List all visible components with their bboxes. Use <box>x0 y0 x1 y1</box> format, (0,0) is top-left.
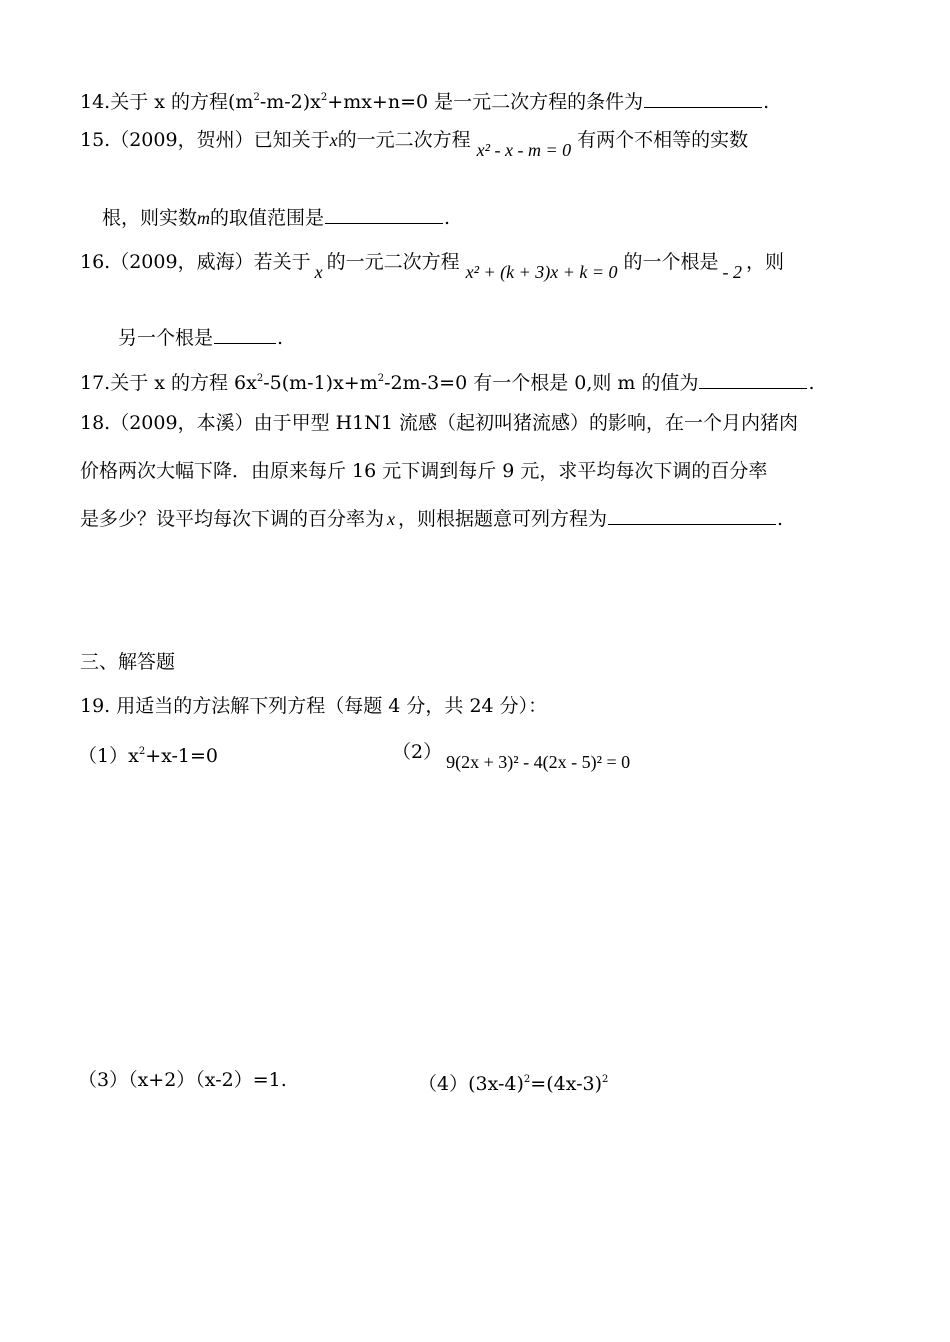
q15-var2: m <box>197 208 211 228</box>
q15-line2-prefix: 根，则实数 <box>102 207 198 229</box>
q18-line3-suffix: ，则根据题意可列方程为 <box>398 508 608 530</box>
q14-prefix: 14.关于 x 的方程(m <box>80 91 254 113</box>
q16-prefix: 16.（2009，威海）若关于 <box>80 251 311 273</box>
q17-suffix: -2m-3=0 有一个根是 0,则 m 的值为 <box>384 372 699 394</box>
q14-answer-blank[interactable] <box>644 89 762 108</box>
q17-end: . <box>808 372 815 394</box>
p2-equation: 9(2x + 3)² - 4(2x - 5)² = 0 <box>446 752 631 772</box>
q16-equation: x² + (k + 3)x + k = 0 <box>465 262 618 282</box>
q15-equation: x² - x - m = 0 <box>476 140 572 160</box>
question-15-line2 <box>102 205 450 230</box>
q14-suffix: +mx+n=0 是一元二次方程的条件为 <box>327 91 644 113</box>
p2-label: （2） <box>392 741 443 763</box>
q16-root: - 2 <box>722 262 743 282</box>
q15-mid: 的一元二次方程 <box>337 129 471 151</box>
problem-1 <box>78 740 218 768</box>
q14-mid: -m-2)x <box>259 91 321 113</box>
q15-answer-blank[interactable] <box>325 205 443 224</box>
superscript: 2 <box>523 1074 531 1085</box>
q15-var: x <box>329 130 338 150</box>
question-16-line2 <box>118 325 283 350</box>
question-14 <box>80 86 769 114</box>
section-heading: 三、解答题 <box>80 651 176 673</box>
p1-label: （1）x <box>78 745 139 767</box>
problem-2 <box>392 740 631 772</box>
q16-line2-prefix: 另一个根是 <box>118 327 214 349</box>
q16-answer-blank[interactable] <box>214 325 276 344</box>
superscript: 2 <box>138 746 146 757</box>
question-18-line3 <box>80 506 783 531</box>
p4-mid: =(4x-3) <box>530 1073 603 1095</box>
q16-mid: 的一元二次方程 <box>326 251 460 273</box>
superscript: 2 <box>602 1074 609 1085</box>
q15-suffix: 有两个不相等的实数 <box>577 129 749 151</box>
q16-suffix: ，则 <box>746 251 785 273</box>
q15-end: . <box>444 207 451 229</box>
q17-answer-blank[interactable] <box>699 370 807 389</box>
superscript: 2 <box>320 92 328 103</box>
q18-var: x <box>387 509 396 529</box>
superscript: 2 <box>256 373 264 384</box>
question-17 <box>80 367 815 395</box>
problem-3: （3）（x+2）（x-2）=1. <box>78 1069 287 1091</box>
question-18-line1: 18.（2009，本溪）由于甲型 H1N1 流感（起初叫猪流感）的影响，在一个月内猪肉 <box>80 412 799 434</box>
q16-var: x <box>314 262 323 282</box>
p1-rest: +x-1=0 <box>145 745 219 767</box>
question-15-line1 <box>80 128 749 160</box>
q14-end: . <box>763 91 770 113</box>
q17-prefix: 17.关于 x 的方程 6x <box>80 372 257 394</box>
question-18-line2: 价格两次大幅下降．由原来每斤 16 元下调到每斤 9 元，求平均每次下调的百分率 <box>80 460 768 482</box>
q16-end: . <box>277 327 284 349</box>
question-16-line1 <box>80 250 785 282</box>
problem-4 <box>418 1068 608 1096</box>
superscript: 2 <box>253 92 260 103</box>
q18-answer-blank[interactable] <box>608 506 776 525</box>
question-19: 19. 用适当的方法解下列方程（每题 4 分，共 24 分）： <box>80 695 548 717</box>
q16-mid2: 的一个根是 <box>623 251 719 273</box>
q15-prefix: 15.（2009，贺州）已知关于 <box>80 129 330 151</box>
q17-mid: -5(m-1)x+m <box>263 372 378 394</box>
q18-end: . <box>777 508 784 530</box>
q15-line2-suffix: 的取值范围是 <box>210 207 325 229</box>
superscript: 2 <box>377 373 385 384</box>
p4-prefix: （4）(3x-4) <box>418 1073 524 1095</box>
q18-line3-prefix: 是多少？设平均每次下调的百分率为 <box>80 508 385 530</box>
